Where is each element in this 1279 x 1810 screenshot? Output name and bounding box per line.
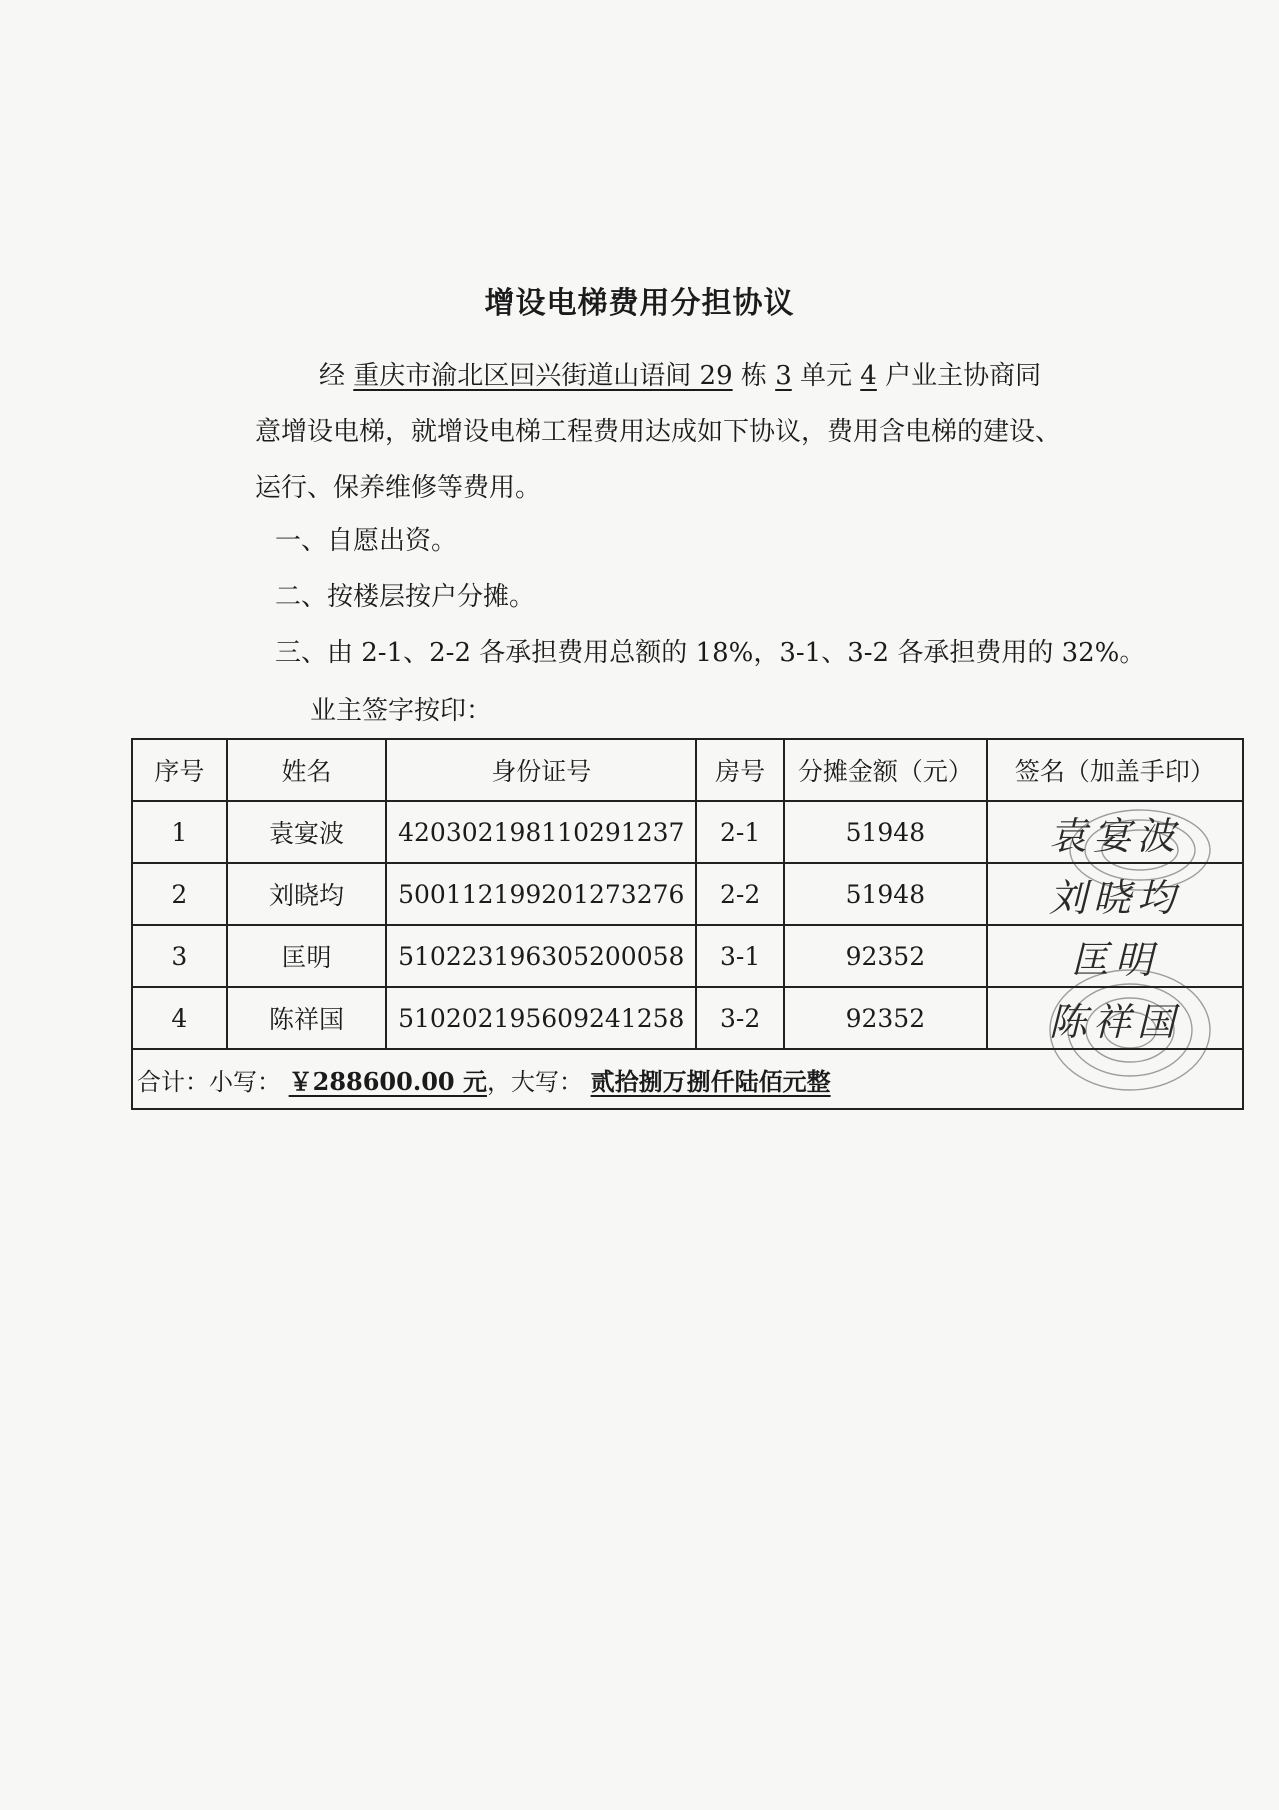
intro-line-2: 意增设电梯，就增设电梯工程费用达成如下协议，费用含电梯的建设、 xyxy=(255,417,1062,447)
intro-prefix: 经 xyxy=(319,361,346,391)
row-signature: 刘晓均 xyxy=(987,863,1243,925)
row-amount: 51948 xyxy=(784,863,987,925)
total-small-value: ￥288600.00 元 xyxy=(288,1066,487,1096)
row-id: 510202195609241258 xyxy=(386,987,696,1049)
row-amount: 92352 xyxy=(784,925,987,987)
table-row xyxy=(132,801,1243,863)
clause-3: 三、由 2-1、2-2 各承担费用总额的 18%，3-1、3-2 各承担费用的 32%。 xyxy=(275,638,1146,668)
row-room: 3-1 xyxy=(696,925,784,987)
row-name: 匡明 xyxy=(227,925,387,987)
household-number: 4 xyxy=(860,361,877,391)
unit-number: 3 xyxy=(775,361,792,391)
address: 重庆市渝北区回兴街道山语间 29 xyxy=(353,361,733,391)
row-no: 3 xyxy=(132,925,227,987)
row-amount: 92352 xyxy=(784,987,987,1049)
header-amount: 分摊金额（元） xyxy=(784,739,987,801)
table-row xyxy=(132,863,1243,925)
total-big-label: ，大写： xyxy=(486,1067,583,1096)
intro-line-1 xyxy=(255,348,1160,404)
row-no: 1 xyxy=(132,801,227,863)
header-signature: 签名（加盖手印） xyxy=(987,739,1243,801)
table-row xyxy=(132,987,1243,1049)
building-label: 栋 xyxy=(740,361,767,391)
row-room: 3-2 xyxy=(696,987,784,1049)
row-room: 2-1 xyxy=(696,801,784,863)
intro-paragraph xyxy=(255,348,1160,516)
header-no: 序号 xyxy=(132,739,227,801)
row-no: 2 xyxy=(132,863,227,925)
row-room: 2-2 xyxy=(696,863,784,925)
row-name: 袁宴波 xyxy=(227,801,387,863)
header-name: 姓名 xyxy=(227,739,387,801)
row-signature: 匡明 xyxy=(987,925,1243,987)
total-big-value: 贰拾捌万捌仟陆佰元整 xyxy=(590,1066,831,1096)
total-cell xyxy=(132,1049,1243,1109)
total-small-label: 合计：小写： xyxy=(137,1067,281,1096)
document-title: 增设电梯费用分担协议 xyxy=(484,286,795,321)
row-signature: 袁宴波 xyxy=(987,801,1243,863)
clause-1: 一、自愿出资。 xyxy=(275,526,458,556)
sign-prompt: 业主签字按印： xyxy=(310,696,493,726)
row-id: 510223196305200058 xyxy=(386,925,696,987)
intro-line-3: 运行、保养维修等费用。 xyxy=(255,473,542,503)
row-id: 420302198110291237 xyxy=(386,801,696,863)
intro-suffix: 户业主协商同 xyxy=(885,361,1042,391)
header-id: 身份证号 xyxy=(386,739,696,801)
row-name: 陈祥国 xyxy=(227,987,387,1049)
clause-2: 二、按楼层按户分摊。 xyxy=(275,582,536,612)
row-name: 刘晓均 xyxy=(227,863,387,925)
row-amount: 51948 xyxy=(784,801,987,863)
table-row xyxy=(132,925,1243,987)
unit-label: 单元 xyxy=(800,361,853,391)
row-no: 4 xyxy=(132,987,227,1049)
table-header-row xyxy=(132,739,1243,801)
row-id: 500112199201273276 xyxy=(386,863,696,925)
header-room: 房号 xyxy=(696,739,784,801)
total-row xyxy=(132,1049,1243,1109)
owners-table xyxy=(131,738,1244,1110)
row-signature: 陈祥国 xyxy=(987,987,1243,1049)
